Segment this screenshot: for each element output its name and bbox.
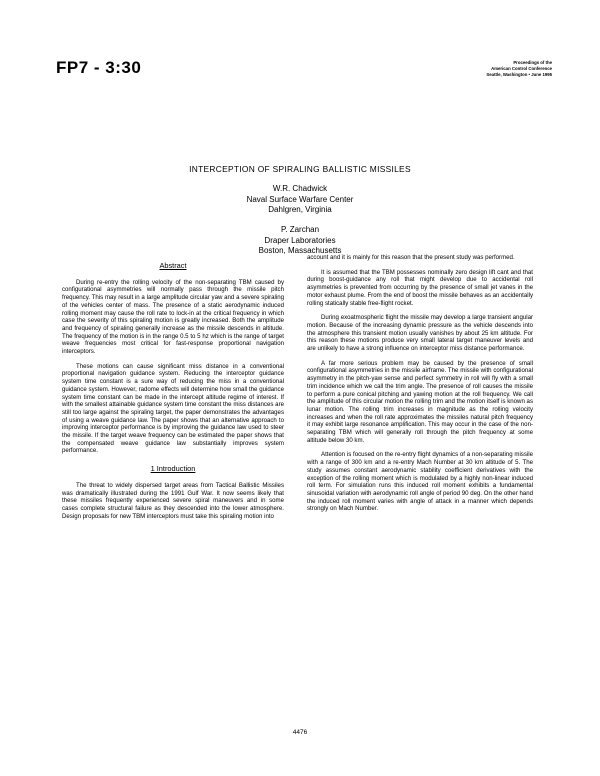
- paper-title: INTERCEPTION OF SPIRALING BALLISTIC MISSILES: [189, 164, 411, 174]
- abstract-heading: Abstract: [159, 261, 187, 270]
- author-place: Dahlgren, Virginia: [268, 205, 332, 214]
- intro-paragraph: The threat to widely dispersed target areas from Tactical Ballistic Missiles was dramatically illustrated during the 1991 Gulf War. It now seems likely that these missiles frequently experienced severe spiral maneuvers and in some cases complete structural failure as they descended into the lower atmosphere. Design proposals for new TBM interceptors must take this spiraling motion into: [62, 481, 284, 520]
- body-paragraph: It is assumed that the TBM possesses nominally zero design lift cant and that during boost-guidance any roll that might develop due to accidental roll asymmetries is prevented from occurring by the presence of small jet vanes in the motor exhaust plume. From the end of boost the missile behaves as an accidentally rolling statically stable free-flight rocket.: [307, 268, 533, 307]
- abstract-paragraph: These motions can cause significant miss distance in a conventional proportional navigation guidance system. Reducing the interceptor guidance system time constant is a sure way of reducing the miss in a conventional guidance system. However, radome effects will determine how small the guidance system time constant can be made in the intercept altitude regime of interest. If with the smallest attainable guidance system time constant the miss distances are still too large against the spiraling target, the paper demonstrates the advantages of using a weave guidance law. The paper shows that an alternative approach to improving interceptor performance is by improving the guidance law used to steer the missile. If the target weave frequency can be estimated the paper shows that the compensated weave guidance law substantially improves system performance.: [62, 362, 284, 455]
- author-block-2: [0, 225, 600, 257]
- page-number: 4476: [292, 729, 308, 736]
- author-org: Draper Laboratories: [264, 235, 336, 245]
- author-place: Boston, Massachusetts: [258, 246, 342, 255]
- author-name: P. Zarchan: [280, 225, 320, 234]
- proceedings-line: American Control Conference: [491, 66, 552, 71]
- right-column: [307, 254, 533, 520]
- author-name: W.R. Chadwick: [272, 184, 328, 193]
- proceedings-line: Proceedings of the: [513, 60, 552, 65]
- proceedings-note: [442, 60, 552, 78]
- left-column: [62, 262, 284, 527]
- body-paragraph: Attention is focused on the re-entry flight dynamics of a non-separating missile with a range of 300 km and a re-entry Mach Number at 30 km altitude of 5. The study assumes constant aerodynamic stability coefficient derivatives with the exception of the rolling moment which is modulated by a highly non-linear induced roll term. For simulation runs this induced roll moment exhibits a fundamental sinusoidal variation with aerodynamic roll angle of period 90 deg. On the other hand the induced roll moment varies with angle of attack in a manner which depends strongly on Mach Number.: [307, 451, 533, 513]
- proceedings-line: Seattle, Washington • June 1995: [486, 72, 552, 77]
- author-block-1: [0, 184, 600, 216]
- body-paragraph: A far more serious problem may be caused by the presence of small configurational asymmetries in the missile airframe. The missile with configurational asymmetry in the pitch-yaw sense and perfect symmetry in roll will fly with a small trim incidence which we call the trim angle. The presence of roll causes the missile to perform a pure conical pitching and yawing motion at the roll frequency. We call the amplitude of this circular motion the rolling trim and the motion itself is known as lunar motion. The rolling trim increases in magnitude as the rolling velocity increases and when the roll rate approximates the missiles natural pitch frequency it may exhibit large resonance amplification. This may occur in the case of the non-separating TBM which will generally roll through the pitch frequency at some altitude below 30 km.: [307, 359, 533, 444]
- paper-id: FP7 - 3:30: [56, 58, 142, 77]
- body-paragraph: During exoatmospheric flight the missile may develop a large transient angular motion. Because of the increasing dynamic pressure as the vehicle descends into the atmosphere this transient motion usually vanishes by about 25 km altitude. For this reason these motions produce very small lateral target maneuver levels and are unlikely to have a strong influence on interceptor miss distance performance.: [307, 314, 533, 353]
- abstract-paragraph: During re-entry the rolling velocity of the non-separating TBM caused by configurational asymmetries will normally pass through the missile pitch frequency. This may result in a large amplitude circular yaw and a severe spiraling of the vehicles center of mass. The presence of a static aerodynamic induced rolling moment may cause the roll rate to lock-in at the critical frequency in which case the severity of this spiraling motion is greatly increased. Both the amplitude and frequency of spiraling generally increase as the missile descends in altitude. The frequency of the motion is in the range 0.5 to 5 hz which is the range of target weave frequencies most critical for fast-response proportional navigation interceptors.: [62, 278, 284, 356]
- body-paragraph: account and it is mainly for this reason that the present study was performed.: [307, 254, 515, 261]
- author-org: Naval Surface Warfare Center: [246, 194, 354, 204]
- intro-heading: 1 Introduction: [150, 464, 196, 474]
